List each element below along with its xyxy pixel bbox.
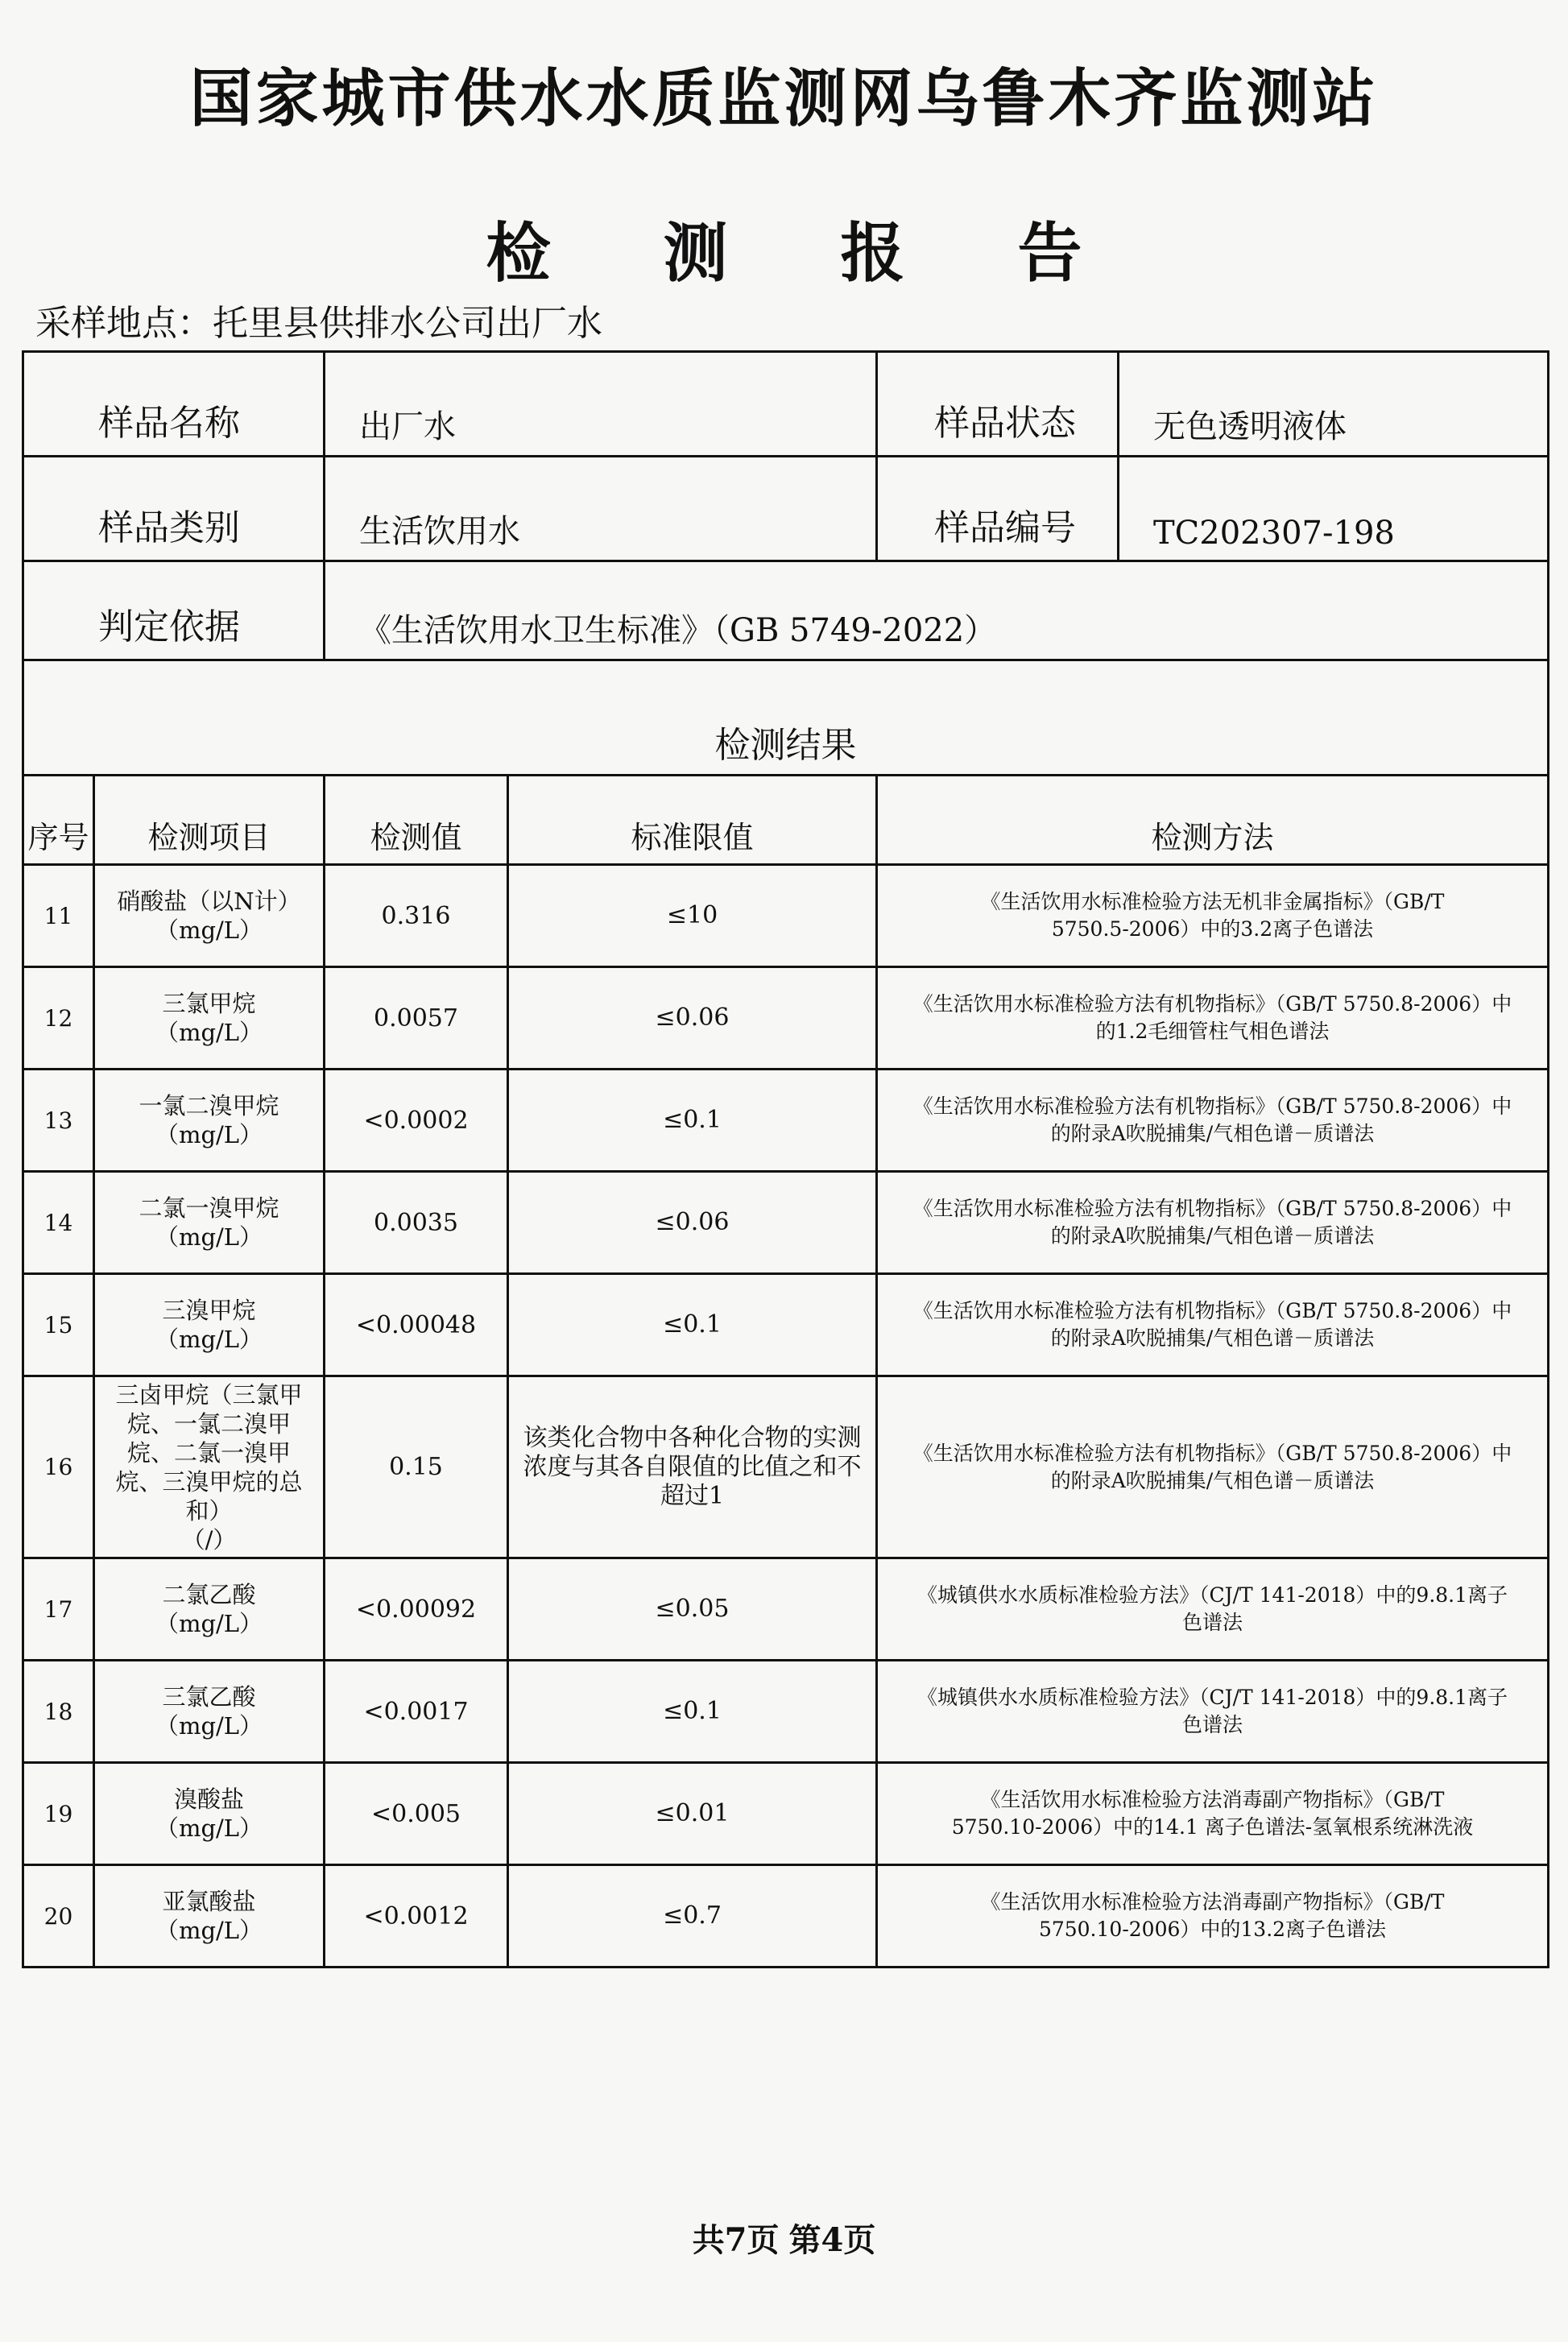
column-header-value: 检测值 bbox=[325, 776, 508, 865]
table-row bbox=[23, 1865, 1549, 1968]
result-item: 亚氯酸盐 （mg/L） bbox=[94, 1865, 325, 1968]
result-no: 14 bbox=[23, 1172, 94, 1274]
table-row bbox=[23, 1558, 1549, 1661]
result-no: 20 bbox=[23, 1865, 94, 1968]
results-section-title: 检测结果 bbox=[23, 660, 1549, 776]
table-row bbox=[23, 1172, 1549, 1274]
result-item: 溴酸盐 （mg/L） bbox=[94, 1763, 325, 1865]
result-value: 0.316 bbox=[325, 865, 508, 967]
organization-title: 国家城市供水水质监测网乌鲁木齐监测站 bbox=[189, 63, 1379, 135]
judgement-basis-value: 《生活饮用水卫生标准》（GB 5749-2022） bbox=[325, 561, 1549, 660]
result-limit: ≤0.05 bbox=[508, 1558, 877, 1661]
column-header-item: 检测项目 bbox=[94, 776, 325, 865]
result-method: 《城镇供水水质标准检验方法》（CJ/T 141-2018）中的9.8.1离子 色谱法 bbox=[877, 1558, 1549, 1661]
column-header-limit: 标准限值 bbox=[508, 776, 877, 865]
result-value: 0.0035 bbox=[325, 1172, 508, 1274]
result-limit: ≤10 bbox=[508, 865, 877, 967]
result-method: 《生活饮用水标准检验方法消毒副产物指标》（GB/T 5750.10-2006）中的13.2离子色谱法 bbox=[877, 1865, 1549, 1968]
sample-state-value: 无色透明液体 bbox=[1153, 408, 1347, 445]
table-row bbox=[23, 865, 1549, 967]
result-item: 硝酸盐（以N计） （mg/L） bbox=[94, 865, 325, 967]
result-item: 三卤甲烷（三氯甲 烷、一氯二溴甲 烷、二氯一溴甲 烷、三溴甲烷的总 和） （/） bbox=[94, 1376, 325, 1558]
result-no: 13 bbox=[23, 1070, 94, 1172]
result-item: 一氯二溴甲烷 （mg/L） bbox=[94, 1070, 325, 1172]
result-method: 《生活饮用水标准检验方法有机物指标》（GB/T 5750.8-2006）中 的附录A吹脱捕集/气相色谱－质谱法 bbox=[877, 1172, 1549, 1274]
sample-name-label: 样品名称 bbox=[23, 352, 325, 457]
result-limit: ≤0.06 bbox=[508, 967, 877, 1070]
result-no: 16 bbox=[23, 1376, 94, 1558]
result-method: 《生活饮用水标准检验方法无机非金属指标》（GB/T 5750.5-2006）中的3.2离子色谱法 bbox=[877, 865, 1549, 967]
result-limit: 该类化合物中各种化合物的实测 浓度与其各自限值的比值之和不 超过1 bbox=[508, 1376, 877, 1558]
table-row bbox=[23, 1070, 1549, 1172]
report-table bbox=[22, 350, 1549, 1968]
sample-category-value: 生活饮用水 bbox=[325, 457, 877, 561]
result-value: 0.15 bbox=[325, 1376, 508, 1558]
result-item: 三氯乙酸 （mg/L） bbox=[94, 1661, 325, 1763]
result-limit: ≤0.7 bbox=[508, 1865, 877, 1968]
table-row bbox=[23, 1376, 1549, 1558]
result-limit: ≤0.01 bbox=[508, 1763, 877, 1865]
info-row-category bbox=[23, 457, 1549, 561]
result-method: 《生活饮用水标准检验方法有机物指标》（GB/T 5750.8-2006）中 的1.2毛细管柱气相色谱法 bbox=[877, 967, 1549, 1070]
table-row bbox=[23, 1763, 1549, 1865]
result-item: 三溴甲烷 （mg/L） bbox=[94, 1274, 325, 1376]
result-no: 19 bbox=[23, 1763, 94, 1865]
column-header-method: 检测方法 bbox=[877, 776, 1549, 865]
result-no: 11 bbox=[23, 865, 94, 967]
table-row bbox=[23, 967, 1549, 1070]
result-limit: ≤0.1 bbox=[508, 1274, 877, 1376]
result-method: 《城镇供水水质标准检验方法》（CJ/T 141-2018）中的9.8.1离子 色谱法 bbox=[877, 1661, 1549, 1763]
info-row-name bbox=[23, 352, 1549, 457]
result-no: 12 bbox=[23, 967, 94, 1070]
sample-name-value: 出厂水 bbox=[325, 352, 877, 457]
result-value: <0.005 bbox=[325, 1763, 508, 1865]
result-value: 0.0057 bbox=[325, 967, 508, 1070]
table-row bbox=[23, 1661, 1549, 1763]
result-value: <0.0002 bbox=[325, 1070, 508, 1172]
result-item: 三氯甲烷 （mg/L） bbox=[94, 967, 325, 1070]
report-title: 检测报告 bbox=[486, 215, 1195, 291]
sample-state-cell bbox=[877, 352, 1549, 457]
result-method: 《生活饮用水标准检验方法消毒副产物指标》（GB/T 5750.10-2006）中的14.1 离子色谱法-氢氧根系统淋洗液 bbox=[877, 1763, 1549, 1865]
sample-category-label: 样品类别 bbox=[23, 457, 325, 561]
results-column-headers bbox=[23, 776, 1549, 865]
result-value: <0.00092 bbox=[325, 1558, 508, 1661]
result-item: 二氯乙酸 （mg/L） bbox=[94, 1558, 325, 1661]
column-header-no: 序号 bbox=[23, 776, 94, 865]
sample-state-label: 样品状态 bbox=[878, 353, 1119, 455]
sample-number-cell bbox=[877, 457, 1549, 561]
result-method: 《生活饮用水标准检验方法有机物指标》（GB/T 5750.8-2006）中 的附录A吹脱捕集/气相色谱－质谱法 bbox=[877, 1376, 1549, 1558]
result-no: 17 bbox=[23, 1558, 94, 1661]
sample-number-value: TC202307-198 bbox=[1153, 515, 1395, 552]
sampling-location-value: 托里县供排水公司出厂水 bbox=[213, 303, 602, 344]
result-limit: ≤0.1 bbox=[508, 1661, 877, 1763]
result-value: <0.0012 bbox=[325, 1865, 508, 1968]
sampling-location-label: 采样地点： bbox=[35, 303, 213, 344]
info-row-basis bbox=[23, 561, 1549, 660]
result-limit: ≤0.06 bbox=[508, 1172, 877, 1274]
result-value: <0.0017 bbox=[325, 1661, 508, 1763]
result-method: 《生活饮用水标准检验方法有机物指标》（GB/T 5750.8-2006）中 的附录A吹脱捕集/气相色谱－质谱法 bbox=[877, 1274, 1549, 1376]
total-pages: 共7页 bbox=[692, 2221, 780, 2259]
result-no: 15 bbox=[23, 1274, 94, 1376]
result-no: 18 bbox=[23, 1661, 94, 1763]
result-value: <0.00048 bbox=[325, 1274, 508, 1376]
judgement-basis-label: 判定依据 bbox=[23, 561, 325, 660]
current-page: 第4页 bbox=[788, 2221, 876, 2259]
result-limit: ≤0.1 bbox=[508, 1070, 877, 1172]
table-row bbox=[23, 1274, 1549, 1376]
sample-number-label: 样品编号 bbox=[878, 457, 1119, 560]
page-footer bbox=[0, 2215, 1568, 2261]
sampling-location bbox=[35, 294, 602, 346]
result-method: 《生活饮用水标准检验方法有机物指标》（GB/T 5750.8-2006）中 的附录A吹脱捕集/气相色谱－质谱法 bbox=[877, 1070, 1549, 1172]
result-item: 二氯一溴甲烷 （mg/L） bbox=[94, 1172, 325, 1274]
